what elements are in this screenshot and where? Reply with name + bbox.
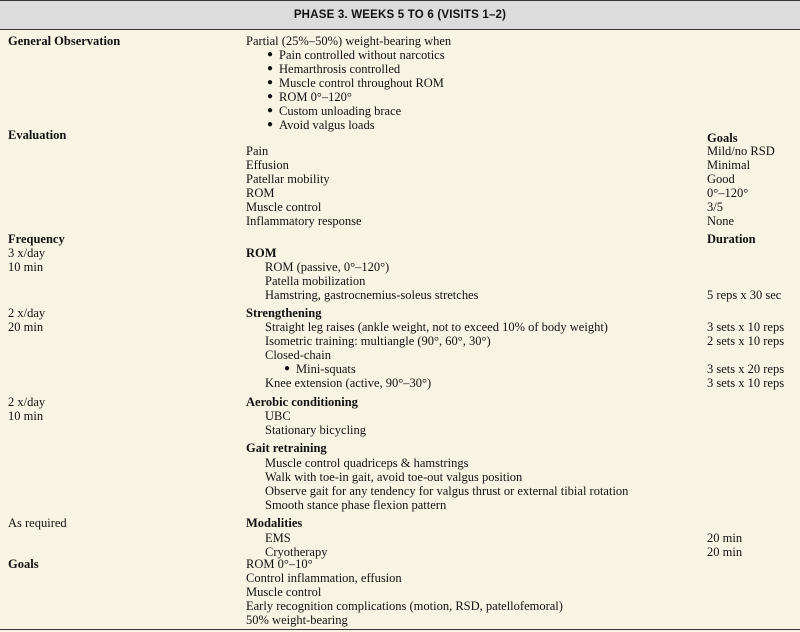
bullet-icon: ● (267, 49, 274, 60)
duration-column-header: Duration (707, 232, 756, 246)
page-title: PHASE 3. WEEKS 5 TO 6 (VISITS 1–2) (293, 9, 507, 21)
strengthening-duration: 3 sets x 10 reps (707, 376, 785, 390)
rom-item: ROM (passive, 0°–120°) (265, 260, 390, 274)
frequency-time: 10 min (8, 260, 44, 274)
goal-item: 50% weight-bearing (246, 613, 348, 627)
goal-item: Early recognition complications (motion, RSD, patellofemoral) (246, 599, 563, 613)
modalities-item: Cryotherapy (265, 545, 328, 559)
modalities-duration: 20 min (707, 545, 743, 559)
evaluation-item: Effusion (246, 158, 289, 172)
gait-heading: Gait retraining (246, 441, 327, 455)
strengthening-duration: 3 sets x 10 reps (707, 320, 785, 334)
bullet-icon: ● (267, 91, 274, 102)
strengthening-heading: Strengthening (246, 306, 322, 320)
evaluation-goal: None (707, 214, 735, 228)
rom-item: Patella mobilization (265, 274, 366, 288)
observation-bullet: Muscle control throughout ROM (279, 76, 444, 90)
aerobic-heading: Aerobic conditioning (246, 395, 358, 409)
goal-item: ROM 0°–10° (246, 557, 313, 571)
evaluation-item: Muscle control (246, 200, 322, 214)
goal-item: Control inflammation, effusion (246, 571, 402, 585)
strengthening-item: Isometric training: multiangle (90°, 60°, 30°) (265, 334, 491, 348)
modalities-heading: Modalities (246, 516, 303, 530)
general-observation-label: General Observation (8, 34, 121, 48)
frequency-value: 2 x/day (8, 306, 46, 320)
gait-item: Walk with toe-in gait, avoid toe-out valgus position (265, 470, 523, 484)
observation-bullet: Avoid valgus loads (279, 118, 375, 132)
aerobic-item: Stationary bicycling (265, 423, 367, 437)
frequency-value: 2 x/day (8, 395, 46, 409)
gait-item: Observe gait for any tendency for valgus thrust or external tibial rotation (265, 484, 629, 498)
modalities-duration: 20 min (707, 531, 743, 545)
evaluation-item: Inflammatory response (246, 214, 362, 228)
bullet-icon: ● (284, 363, 291, 374)
rom-duration: 5 reps x 30 sec (707, 288, 782, 302)
bottom-rule (0, 629, 800, 630)
evaluation-item: Patellar mobility (246, 172, 330, 186)
frequency-value: As required (8, 516, 67, 530)
goals-column-header: Goals (707, 131, 738, 145)
observation-bullet: Custom unloading brace (279, 104, 402, 118)
evaluation-goal: Good (707, 172, 735, 186)
evaluation-label: Evaluation (8, 128, 67, 142)
modalities-item: EMS (265, 531, 291, 545)
gait-item: Muscle control quadriceps & hamstrings (265, 456, 469, 470)
observation-bullet: ROM 0°–120° (279, 90, 352, 104)
strengthening-duration: 3 sets x 20 reps (707, 362, 785, 376)
title-bar (0, 0, 800, 30)
evaluation-item: Pain (246, 144, 269, 158)
general-observation-intro: Partial (25%–50%) weight-bearing when (246, 34, 452, 48)
strengthening-item: Closed-chain (265, 348, 331, 362)
evaluation-item: ROM (246, 186, 275, 200)
bullet-icon: ● (267, 119, 274, 130)
observation-bullet: Hemarthrosis controlled (279, 62, 401, 76)
gait-item: Smooth stance phase flexion pattern (265, 498, 447, 512)
frequency-label: Frequency (8, 232, 65, 246)
strengthening-duration: 2 sets x 10 reps (707, 334, 785, 348)
evaluation-goal: 3/5 (707, 200, 723, 214)
bullet-icon: ● (267, 77, 274, 88)
frequency-value: 3 x/day (8, 246, 46, 260)
strengthening-item: Straight leg raises (ankle weight, not to exceed 10% of body weight) (265, 320, 608, 334)
observation-bullet: Pain controlled without narcotics (279, 48, 445, 62)
strengthening-item: Mini-squats (296, 362, 356, 376)
evaluation-goal: Minimal (707, 158, 751, 172)
rom-heading: ROM (246, 246, 277, 260)
evaluation-goal: Mild/no RSD (707, 144, 775, 158)
bullet-icon: ● (267, 105, 274, 116)
bullet-icon: ● (267, 63, 274, 74)
frequency-time: 20 min (8, 320, 44, 334)
goals-label: Goals (8, 557, 39, 571)
frequency-time: 10 min (8, 409, 44, 423)
strengthening-item: Knee extension (active, 90°–30°) (265, 376, 432, 390)
goal-item: Muscle control (246, 585, 322, 599)
evaluation-goal: 0°–120° (707, 186, 749, 200)
rom-item: Hamstring, gastrocnemius-soleus stretches (265, 288, 479, 302)
aerobic-item: UBC (265, 409, 291, 423)
